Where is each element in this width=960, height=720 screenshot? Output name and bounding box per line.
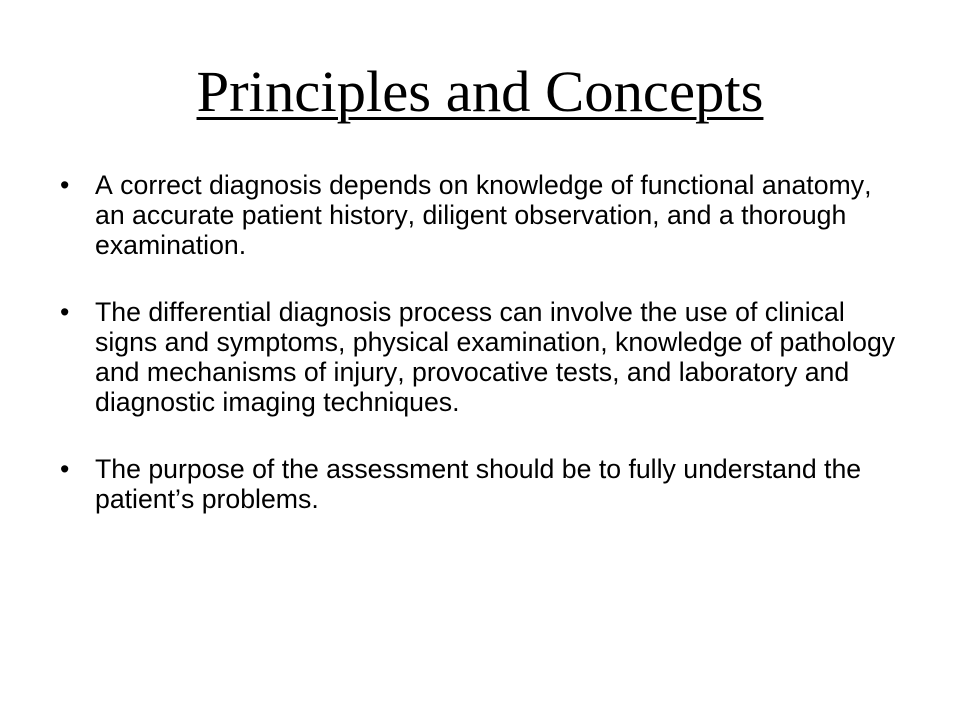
bullet-marker: • bbox=[60, 170, 70, 200]
bullet-marker: • bbox=[60, 454, 70, 484]
bullet-item-3 bbox=[0, 454, 902, 514]
bullet-text: A correct diagnosis depends on knowledge of functional anatomy, an accurate patient history, diligent observation, and a thorough examination. bbox=[95, 170, 872, 260]
slide-title: Principles and Concepts bbox=[196, 59, 764, 124]
bullet-marker: • bbox=[60, 297, 70, 327]
bullet-list bbox=[0, 170, 902, 551]
bullet-text: The purpose of the assessment should be to fully understand the patient’s problems. bbox=[95, 454, 862, 514]
bullet-item-2 bbox=[0, 297, 902, 417]
bullet-text: The differential diagnosis process can involve the use of clinical signs and symptoms, physical examination, knowledge of pathology and mechanisms of injury, provocative tests, and laboratory and diagnostic imaging techniques. bbox=[95, 297, 896, 417]
bullet-item-1 bbox=[0, 170, 902, 260]
